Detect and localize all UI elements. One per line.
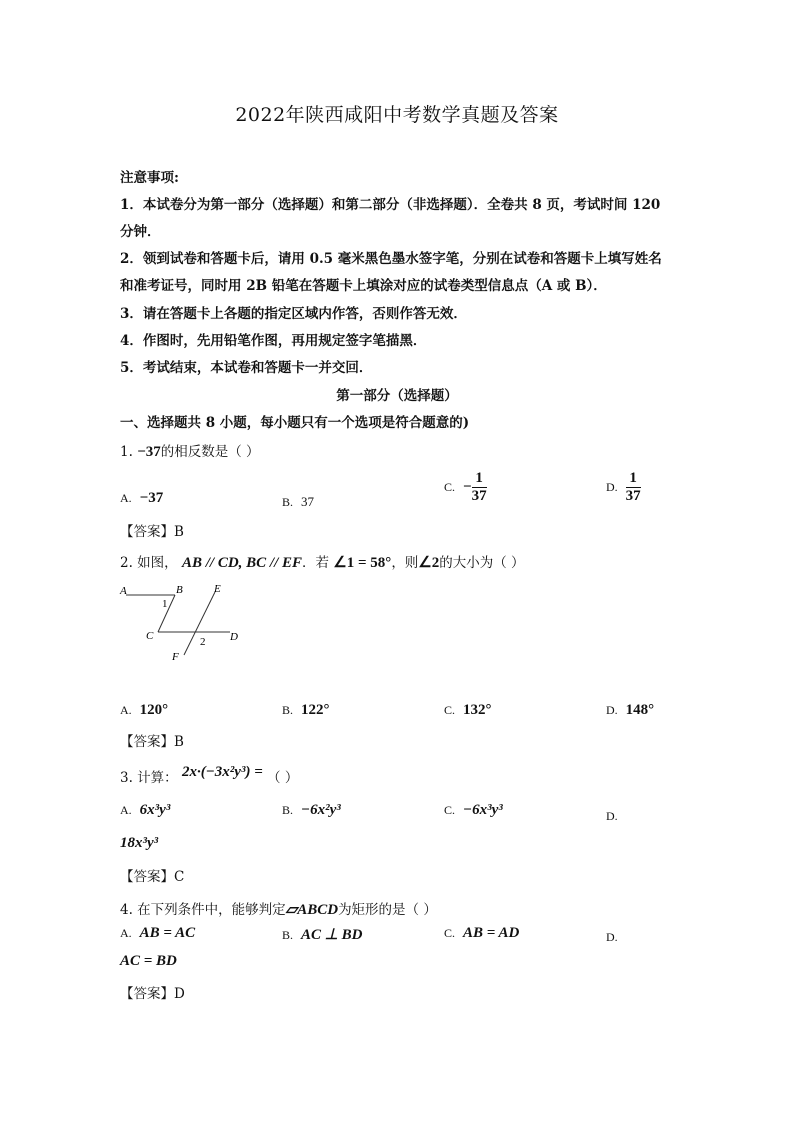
- notes-item: 4．作图时，先用铅笔作图，再用规定签字笔描黑．: [120, 333, 427, 349]
- answer-4: 【答案】D: [120, 986, 185, 1002]
- option-c: C. AB = AD: [444, 925, 520, 941]
- option-d-label: D.: [606, 930, 618, 944]
- label-b: B: [176, 584, 183, 596]
- notes-item: 3．请在答题卡上各题的指定区域内作答，否则作答无效．: [120, 306, 467, 322]
- label-e: E: [214, 583, 221, 595]
- answer-3: 【答案】C: [120, 869, 185, 885]
- option-d: D. $\frac{1}{37}$: [606, 470, 641, 504]
- notes-item: 1．本试卷分为第一部分（选择题）和第二部分（非选择题）．全卷共 8 页，考试时间 120: [120, 197, 661, 213]
- answer-1: 【答案】B: [120, 524, 184, 540]
- option-b: B. −6x²y³: [282, 802, 341, 818]
- option-b: B. AC ⊥ BD: [282, 927, 363, 943]
- math-expression: ▱ABCD: [285, 902, 339, 918]
- option-c: C. −6x³y³: [444, 802, 503, 818]
- option-d: AC = BD: [120, 953, 177, 969]
- option-d-label: D.: [606, 809, 618, 823]
- notes-item: 5．考试结束，本试卷和答题卡一并交回．: [120, 360, 373, 376]
- label-f: F: [172, 651, 179, 663]
- label-angle-1: 1: [162, 598, 168, 610]
- option-b: B. 122°: [282, 702, 330, 718]
- math-expression: 2x·(−3x²y³) =: [181, 764, 263, 780]
- notes-heading: 注意事项:: [120, 170, 179, 186]
- option-c: C. − $\frac{1}{37}$: [444, 470, 487, 504]
- label-c: C: [146, 630, 154, 642]
- question-text: 的相反数是（ ）: [160, 444, 260, 460]
- notes-item: 和准考证号，同时用 2B 铅笔在答题卡上填涂对应的试卷类型信息点（A 或 B）．: [120, 278, 607, 294]
- question-4: 4. 在下列条件中，能够判定▱ABCD为矩形的是（ ）: [120, 902, 437, 918]
- geometry-figure: [118, 580, 248, 665]
- math-expression: AB // CD, BC // EF: [181, 555, 303, 571]
- option-d: D. 148°: [606, 702, 655, 718]
- notes-item: 分钟．: [120, 224, 161, 240]
- page-title: 2022年陕西咸阳中考数学真题及答案: [235, 104, 559, 126]
- section-heading: 一、选择题共 8 小题，每小题只有一个选项是符合题意的): [120, 415, 470, 431]
- label-d: D: [230, 631, 238, 643]
- part1-heading: 第一部分（选择题）: [336, 388, 458, 404]
- notes-item: 2．领到试卷和答题卡后，请用 0.5 毫米黑色墨水签字笔，分别在试卷和答题卡上填写姓名: [120, 251, 662, 267]
- question-2: 2. 如图， AB // CD, BC // EF．若 ∠1 = 58°，则∠2的大小为（ ）: [120, 555, 525, 571]
- question-number: 1.: [120, 444, 133, 460]
- option-b: B. 37: [282, 494, 315, 509]
- label-a: A: [120, 585, 127, 597]
- option-c: C. 132°: [444, 702, 492, 718]
- answer-2: 【答案】B: [120, 734, 184, 750]
- option-d: 18x³y³: [120, 835, 159, 851]
- option-a: A. AB = AC: [120, 925, 196, 941]
- math-expression: −37: [137, 444, 161, 460]
- option-a: A. 120°: [120, 702, 169, 718]
- question-1: [120, 440, 260, 461]
- label-angle-2: 2: [200, 636, 206, 648]
- option-a: A. 6x³y³: [120, 802, 171, 818]
- option-a: A. −37: [120, 490, 164, 506]
- question-3: 3. 计算： 2x·(−3x²y³) = （ ）: [120, 764, 299, 786]
